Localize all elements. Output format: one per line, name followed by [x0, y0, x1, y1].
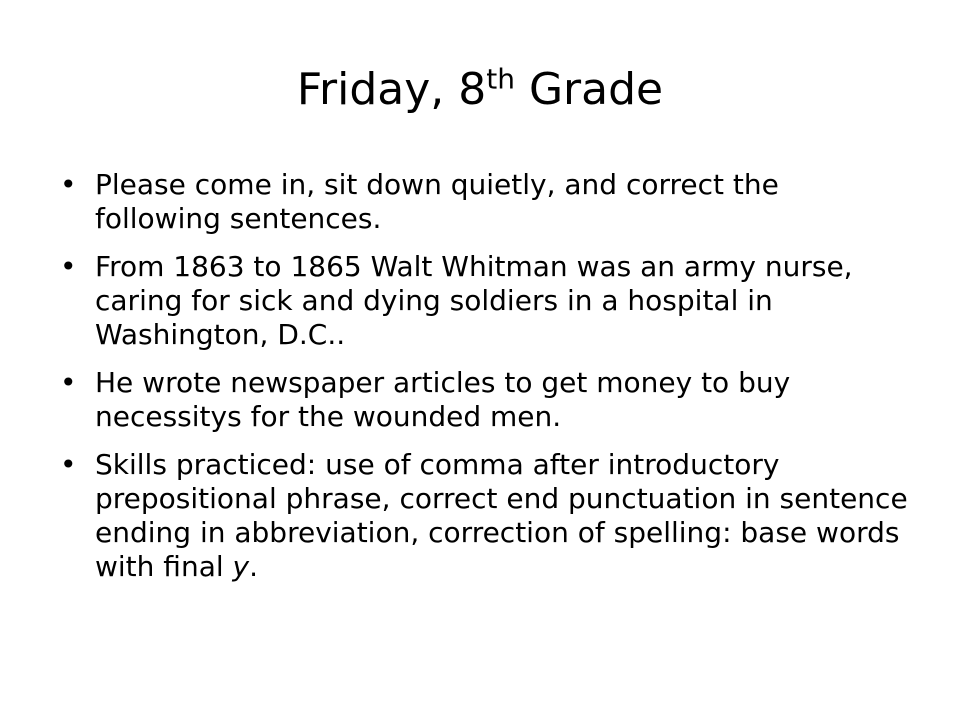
bullet-text-italic: y: [232, 550, 250, 583]
bullet-text: Please come in, sit down quietly, and correct the following sentences.: [95, 168, 779, 235]
title-prefix: Friday, 8: [296, 64, 487, 115]
bullet-text: He wrote newspaper articles to get money to buy necessitys for the wounded men.: [95, 366, 791, 433]
bullet-item: [60, 448, 910, 584]
bullet-dot-icon: •: [60, 366, 77, 399]
bullet-item: [60, 366, 910, 434]
bullet-dot-icon: •: [60, 250, 77, 283]
title-superscript: th: [486, 62, 515, 96]
title-suffix: Grade: [514, 64, 664, 115]
bullet-text: [95, 448, 908, 583]
bullet-list: [60, 168, 910, 598]
slide-title: [0, 62, 960, 118]
bullet-text-end: .: [249, 550, 259, 583]
bullet-text-main: Skills practiced: use of comma after introductory prepositional phrase, correct end punctuation in sentence ending in abbreviation, correction of spelling: base words with final: [95, 448, 908, 583]
bullet-dot-icon: •: [60, 448, 77, 481]
bullet-item: [60, 250, 910, 352]
bullet-item: [60, 168, 910, 236]
bullet-dot-icon: •: [60, 168, 77, 201]
bullet-text: From 1863 to 1865 Walt Whitman was an army nurse, caring for sick and dying soldiers in a hospital in Washington, D.C..: [95, 250, 853, 351]
